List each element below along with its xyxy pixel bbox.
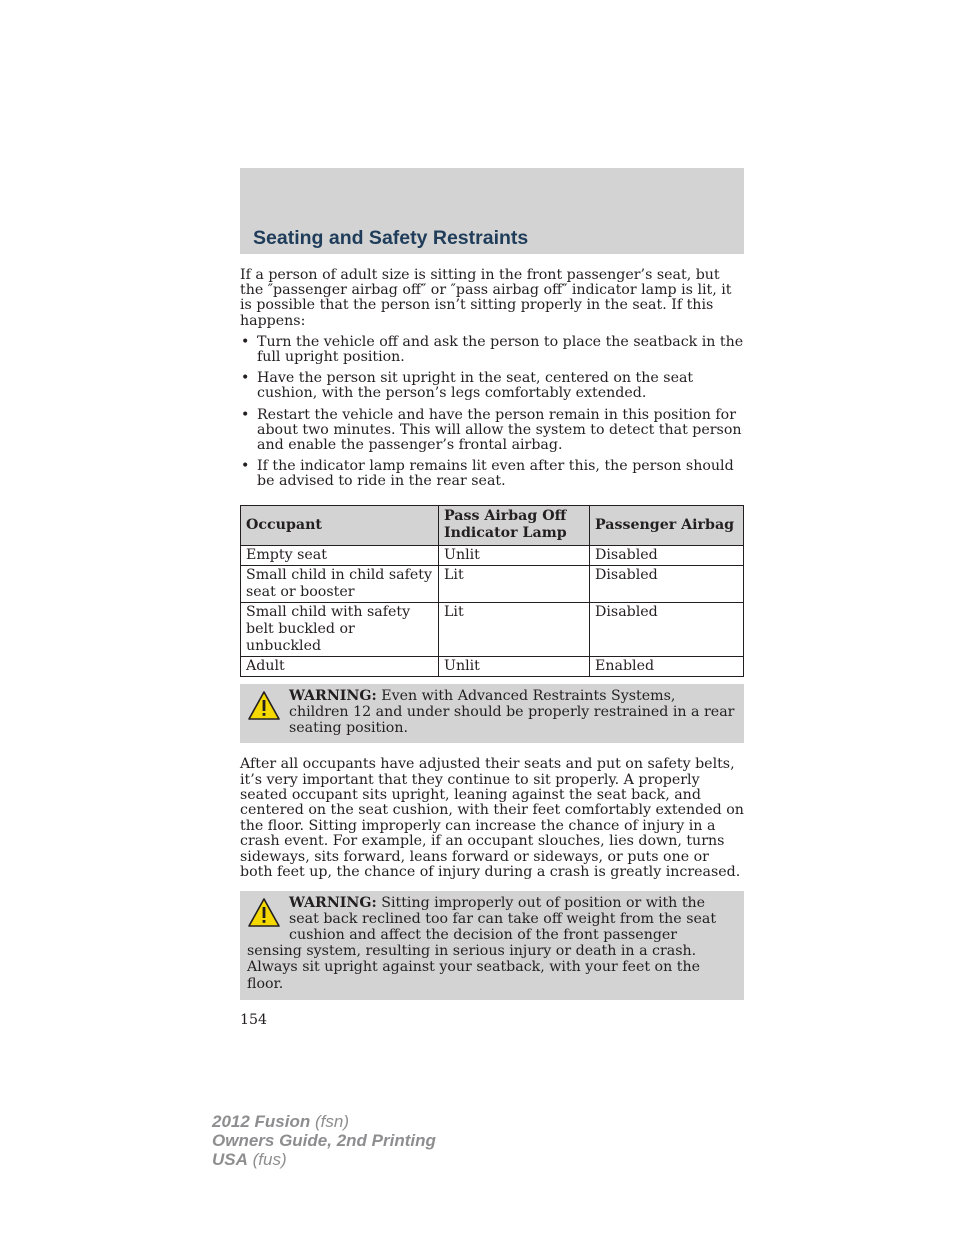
table-cell: Disabled: [590, 602, 744, 656]
table-row: [241, 602, 744, 656]
warning-label: WARNING:: [289, 894, 377, 911]
warning-triangle-icon: [247, 690, 281, 722]
section-header-band: [240, 168, 744, 254]
footer-line-guide: Owners Guide, 2nd Printing: [212, 1131, 436, 1150]
bullet-icon: •: [241, 458, 250, 475]
table-cell: Small child with safety belt buckled or unbuckled: [241, 602, 439, 656]
table-row: [241, 656, 744, 676]
footer-market-code: (fus): [247, 1150, 287, 1169]
page-number: 154: [240, 1011, 268, 1028]
instruction-list: [240, 335, 744, 490]
list-item: [240, 408, 744, 454]
warning-box-sitting-position: [240, 891, 744, 1000]
table-row: [241, 565, 744, 602]
bullet-icon: •: [241, 370, 250, 387]
table-cell: Enabled: [590, 656, 744, 676]
warning-text: Sitting improperly out of position or with the seat back reclined too far can take off weight from the seat cushion and affect the decision of the front passenger sensing system, resulting in serious injury or death in a crash.: [247, 894, 717, 960]
warning-text: Even with Advanced Restraints Systems, children 12 and under should be properly restrained in a rear seating position.: [289, 687, 735, 737]
table-cell: Disabled: [590, 565, 744, 602]
list-item-text: Have the person sit upright in the seat, centered on the seat cushion, with the person’s legs comfortably extended.: [257, 370, 694, 402]
column-header-occupant: Occupant: [241, 505, 439, 545]
table-cell: Disabled: [590, 545, 744, 565]
footer-market-name: USA: [212, 1150, 248, 1169]
footer-line-model: [212, 1112, 436, 1131]
list-item-text: If the indicator lamp remains lit even after this, the person should be advised to ride in the rear seat.: [257, 458, 734, 490]
occupant-airbag-table: [240, 505, 744, 677]
table-cell: Unlit: [439, 545, 590, 565]
column-header-indicator-lamp: Pass Airbag Off Indicator Lamp: [439, 505, 590, 545]
section-title: Seating and Safety Restraints: [253, 227, 529, 249]
table-cell: Empty seat: [241, 545, 439, 565]
sitting-properly-paragraph: After all occupants have adjusted their seats and put on safety belts, it’s very important that they continue to sit properly. A properly seated occupant sits upright, leaning against the seat back, and centered on the seat cushion, with their feet comfortably extended on the floor. Sitting improperly can increase the chance of injury in a crash event. For example, if an occupant slouches, lies down, turns sideways, sits forward, leans forward or sideways, or puts one or both feet up, the chance of injury during a crash is greatly increased.: [240, 756, 744, 881]
table-cell: Lit: [439, 602, 590, 656]
table-header-row: [241, 505, 744, 545]
table-cell: Unlit: [439, 656, 590, 676]
bullet-icon: •: [241, 333, 250, 350]
table-cell: Adult: [241, 656, 439, 676]
warning-label: WARNING:: [289, 687, 377, 704]
intro-paragraph: If a person of adult size is sitting in the front passenger’s seat, but the ″passenger airbag off″ or ″pass airbag off″ indicator lamp is lit, it is possible that the person isn’t sitting properly in the seat. If this happens:: [240, 267, 732, 329]
footer-model-code: (fsn): [310, 1112, 349, 1131]
page-content: [240, 268, 744, 1028]
footer-model-name: 2012 Fusion: [212, 1112, 311, 1131]
list-item-text: Turn the vehicle off and ask the person to place the seatback in the full upright position.: [257, 333, 744, 366]
warning-box-child-restraint: [240, 684, 744, 744]
footer-line-market: [212, 1150, 436, 1169]
list-item-text: Restart the vehicle and have the person remain in this position for about two minutes. This will allow the system to detect that person and enable the passenger’s frontal airbag.: [257, 406, 742, 454]
bullet-icon: •: [241, 406, 250, 423]
column-header-passenger-airbag: Passenger Airbag: [590, 505, 744, 545]
list-item: [240, 371, 744, 401]
warning-text-secondary: Always sit upright against your seatback, with your feet on the floor.: [247, 959, 700, 992]
warning-triangle-icon: [247, 897, 281, 929]
table-row: [241, 545, 744, 565]
document-footer: [212, 1112, 436, 1169]
table-cell: Small child in child safety seat or booster: [241, 565, 439, 602]
table-cell: Lit: [439, 565, 590, 602]
list-item: [240, 459, 744, 489]
list-item: [240, 335, 744, 365]
